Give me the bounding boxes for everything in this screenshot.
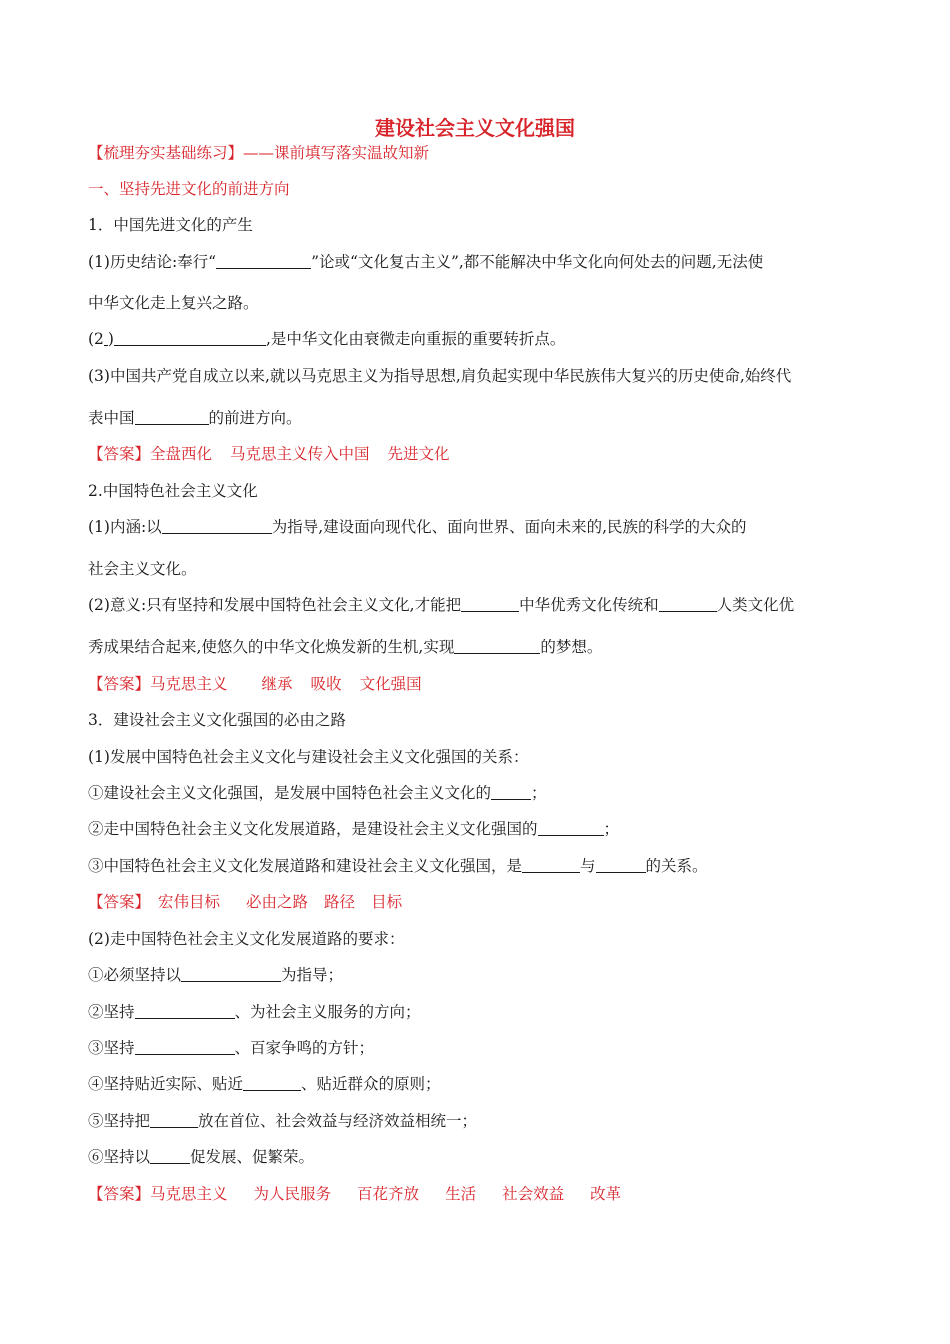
fill-blank — [135, 408, 209, 425]
fill-blank — [491, 783, 531, 800]
q3-heading: 3．建设社会主义文化强国的必由之路 — [88, 711, 346, 729]
q3-req2: ②坚持 、为社会主义服务的方向； — [88, 1003, 421, 1021]
q1-heading: 1．中国先进文化的产生 — [88, 216, 253, 234]
fill-blank — [150, 1147, 190, 1164]
q1-p1-cont: 中华文化走上复兴之路。 — [88, 294, 259, 312]
fill-blank — [596, 856, 646, 873]
section-header: 【梳理夯实基础练习】——课前填写落实温故知新 — [88, 144, 430, 162]
fill-blank — [659, 595, 717, 612]
fill-blank — [162, 517, 272, 534]
fill-blank — [135, 1002, 235, 1019]
q2-heading: 2.中国特色社会主义文化 — [88, 482, 258, 500]
fill-blank — [538, 819, 604, 836]
q3-req5: ⑤坚持把 放在首位、社会效益与经济效益相统一； — [88, 1112, 478, 1130]
q2-p1-cont: 社会主义文化。 — [88, 560, 197, 578]
q2-p2-cont: 秀成果结合起来,使悠久的中华文化焕发新的生机,实现 的梦想。 — [88, 638, 603, 656]
q2-p2: (2)意义:只有坚持和发展中国特色社会主义文化,才能把 中华优秀文化传统和 人类文化优 — [88, 596, 795, 614]
q1-p2: (2 ) ,是中华文化由衰微走向重振的重要转折点。 — [88, 330, 566, 348]
q3-sub2: (2)走中国特色社会主义文化发展道路的要求： — [88, 930, 405, 948]
q3-sub1: (1)发展中国特色社会主义文化与建设社会主义文化强国的关系： — [88, 748, 529, 766]
part1-heading: 一、坚持先进文化的前进方向 — [88, 180, 290, 198]
q3-req3: ③坚持 、百家争鸣的方针； — [88, 1039, 375, 1057]
fill-blank — [522, 856, 580, 873]
q3-req1: ①必须坚持以 为指导； — [88, 966, 344, 984]
q2-p1: (1)内涵:以 为指导,建设面向现代化、面向世界、面向未来的,民族的科学的大众的 — [88, 518, 747, 536]
q1-p3: (3)中国共产党自成立以来,就以马克思主义为指导思想,肩负起实现中华民族伟大复兴的历史使命,始终代 — [88, 367, 792, 385]
q1-p1: (1)历史结论:奉行“ ”论或“文化复古主义”,都不能解决中华文化向何处去的问题,无法使 — [88, 253, 764, 271]
fill-blank — [135, 1038, 235, 1055]
fill-blank — [461, 595, 519, 612]
fill-blank — [243, 1074, 301, 1091]
q2-answer: 【答案】马克思主义 继承 吸收 文化强国 — [88, 675, 422, 693]
q3-answer2: 【答案】马克思主义 为人民服务 百花齐放 生活 社会效益 改革 — [88, 1185, 622, 1203]
q3-req4: ④坚持贴近实际、贴近 、贴近群众的原则； — [88, 1075, 441, 1093]
document-title: 建设社会主义文化强国 — [375, 116, 575, 140]
fill-blank — [150, 1111, 198, 1128]
q3-item3: ③中国特色社会主义文化发展道路和建设社会主义文化强国，是 与 的关系。 — [88, 857, 708, 875]
q1-answer: 【答案】全盘西化 马克思主义传入中国 先进文化 — [88, 445, 450, 463]
fill-blank — [454, 637, 540, 654]
q3-item1: ①建设社会主义文化强国，是发展中国特色社会主义文化的 ； — [88, 784, 547, 802]
fill-blank — [181, 965, 281, 982]
q1-p3-cont: 表中国 的前进方向。 — [88, 409, 302, 427]
fill-blank — [216, 252, 311, 269]
q3-item2: ②走中国特色社会主义文化发展道路，是建设社会主义文化强国的 ； — [88, 820, 620, 838]
fill-blank — [114, 329, 266, 346]
q3-answer: 【答案】 宏伟目标 必由之路 路径 目标 — [88, 893, 403, 911]
q3-req6: ⑥坚持以 促发展、促繁荣。 — [88, 1148, 315, 1166]
